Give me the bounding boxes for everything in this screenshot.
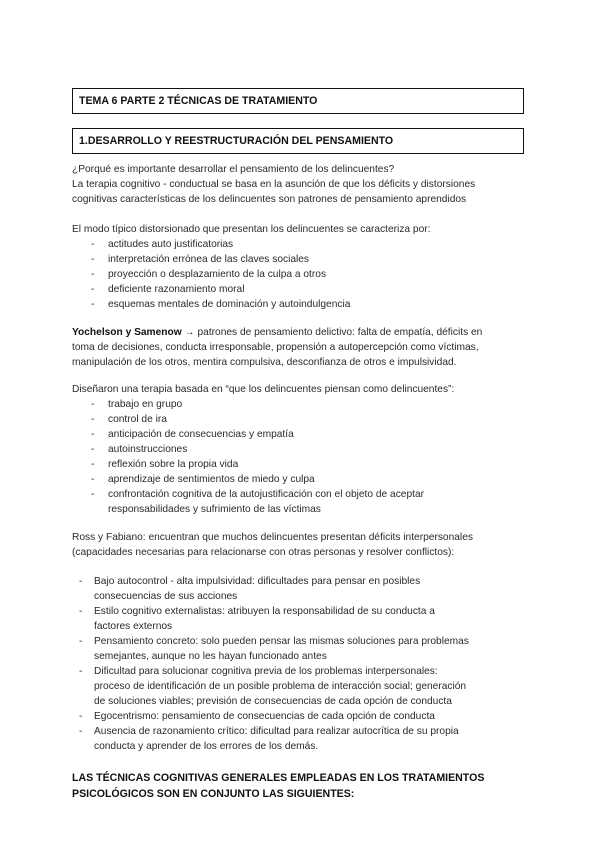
ross-line-2: (capacidades necesarias para relacionarse con otras personas y resolver conflictos): bbox=[72, 547, 455, 558]
terapia-lead: Diseñaron una terapia basada en “que los delincuentes piensan como delincuentes”: bbox=[72, 384, 455, 395]
modo-lead: El modo típico distorsionado que presentan los delincuentes se caracteriza por: bbox=[72, 224, 431, 235]
terapia-item: reflexión sobre la propia vida bbox=[108, 459, 239, 470]
terapia-dash: - bbox=[91, 474, 95, 485]
ross-item-continuation: semejantes, aunque no les hayan funcionado antes bbox=[94, 651, 327, 662]
modo-item: interpretación errónea de las claves sociales bbox=[108, 254, 310, 265]
ross-item-continuation: factores externos bbox=[94, 621, 173, 632]
terapia-item: aprendizaje de sentimientos de miedo y culpa bbox=[108, 474, 315, 485]
terapia-dash: - bbox=[91, 414, 95, 425]
ross-item-continuation: proceso de identificación de un posible problema de interacción social; generación bbox=[94, 681, 467, 692]
terapia-dash: - bbox=[91, 399, 95, 410]
modo-item: esquemas mentales de dominación y autoindulgencia bbox=[108, 299, 351, 310]
ross-item-continuation: de soluciones viables; previsión de consecuencias de cada opción de conducta bbox=[94, 696, 452, 707]
ross-bullet: - bbox=[79, 576, 83, 587]
modo-dash: - bbox=[91, 254, 95, 265]
terapia-item: autoinstrucciones bbox=[108, 444, 188, 455]
terapia-dash: - bbox=[91, 444, 95, 455]
modo-dash: - bbox=[91, 239, 95, 250]
terapia-item-continuation: responsabilidades y sufrimiento de las víctimas bbox=[108, 504, 321, 515]
ross-bullet: - bbox=[79, 636, 83, 647]
terapia-dash: - bbox=[91, 489, 95, 500]
ross-bullet: - bbox=[79, 606, 83, 617]
final-heading-line-1: LAS TÉCNICAS COGNITIVAS GENERALES EMPLEADAS EN LOS TRATAMIENTOS bbox=[72, 772, 485, 784]
terapia-item: anticipación de consecuencias y empatía bbox=[108, 429, 294, 440]
final-heading-line-2: PSICOLÓGICOS SON EN CONJUNTO LAS SIGUIENTES: bbox=[72, 788, 355, 800]
ross-line-1: Ross y Fabiano: encuentran que muchos delincuentes presentan déficits interpersonales bbox=[72, 532, 473, 543]
ross-item: Pensamiento concreto: solo pueden pensar las mismas soluciones para problemas bbox=[94, 636, 469, 647]
intro-line-1: La terapia cognitivo - conductual se basa en la asunción de que los déficits y distorsiones bbox=[72, 179, 476, 190]
terapia-item: confrontación cognitiva de la autojustificación con el objeto de aceptar bbox=[108, 489, 425, 500]
terapia-dash: - bbox=[91, 459, 95, 470]
ross-bullet: - bbox=[79, 711, 83, 722]
yochelson-text: → patrones de pensamiento delictivo: falta de empatía, déficits en bbox=[181, 327, 483, 338]
yochelson-line-3: manipulación de los otros, mentira compulsiva, desconfianza de otros e impulsividad. bbox=[72, 357, 457, 368]
ross-item: Dificultad para solucionar cognitiva previa de los problemas interpersonales: bbox=[94, 666, 438, 677]
ross-item-continuation: consecuencias de sus acciones bbox=[94, 591, 238, 602]
ross-item: Bajo autocontrol - alta impulsividad: dificultades para pensar en posibles bbox=[94, 576, 421, 587]
ross-item: Egocentrismo: pensamiento de consecuencias de cada opción de conducta bbox=[94, 711, 435, 722]
terapia-item: control de ira bbox=[108, 414, 167, 425]
modo-item: actitudes auto justificatorias bbox=[108, 239, 234, 250]
ross-item: Estilo cognitivo externalistas: atribuyen la responsabilidad de su conducta a bbox=[94, 606, 435, 617]
modo-dash: - bbox=[91, 284, 95, 295]
terapia-dash: - bbox=[91, 429, 95, 440]
yochelson-line-2: toma de decisiones, conducta irresponsable, propensión a autopercepción como víctimas, bbox=[72, 342, 479, 353]
ross-item-continuation: conducta y aprender de los errores de los demás. bbox=[94, 741, 319, 752]
yochelson-line-1 bbox=[72, 326, 482, 340]
yochelson-name: Yochelson y Samenow bbox=[72, 327, 182, 338]
title-box: TEMA 6 PARTE 2 TÉCNICAS DE TRATAMIENTO bbox=[72, 88, 524, 114]
section-box: 1.DESARROLLO Y REESTRUCTURACIÓN DEL PENSAMIENTO bbox=[72, 128, 524, 154]
ross-bullet: - bbox=[79, 726, 83, 737]
modo-dash: - bbox=[91, 299, 95, 310]
modo-item: deficiente razonamiento moral bbox=[108, 284, 245, 295]
modo-item: proyección o desplazamiento de la culpa a otros bbox=[108, 269, 327, 280]
ross-bullet: - bbox=[79, 666, 83, 677]
intro-line-2: cognitivas características de los delincuentes son patrones de pensamiento aprendidos bbox=[72, 194, 467, 205]
ross-item: Ausencia de razonamiento crítico: dificultad para realizar autocrítica de su propia bbox=[94, 726, 459, 737]
modo-dash: - bbox=[91, 269, 95, 280]
terapia-item: trabajo en grupo bbox=[108, 399, 183, 410]
intro-question: ¿Porqué es importante desarrollar el pensamiento de los delincuentes? bbox=[72, 164, 395, 175]
